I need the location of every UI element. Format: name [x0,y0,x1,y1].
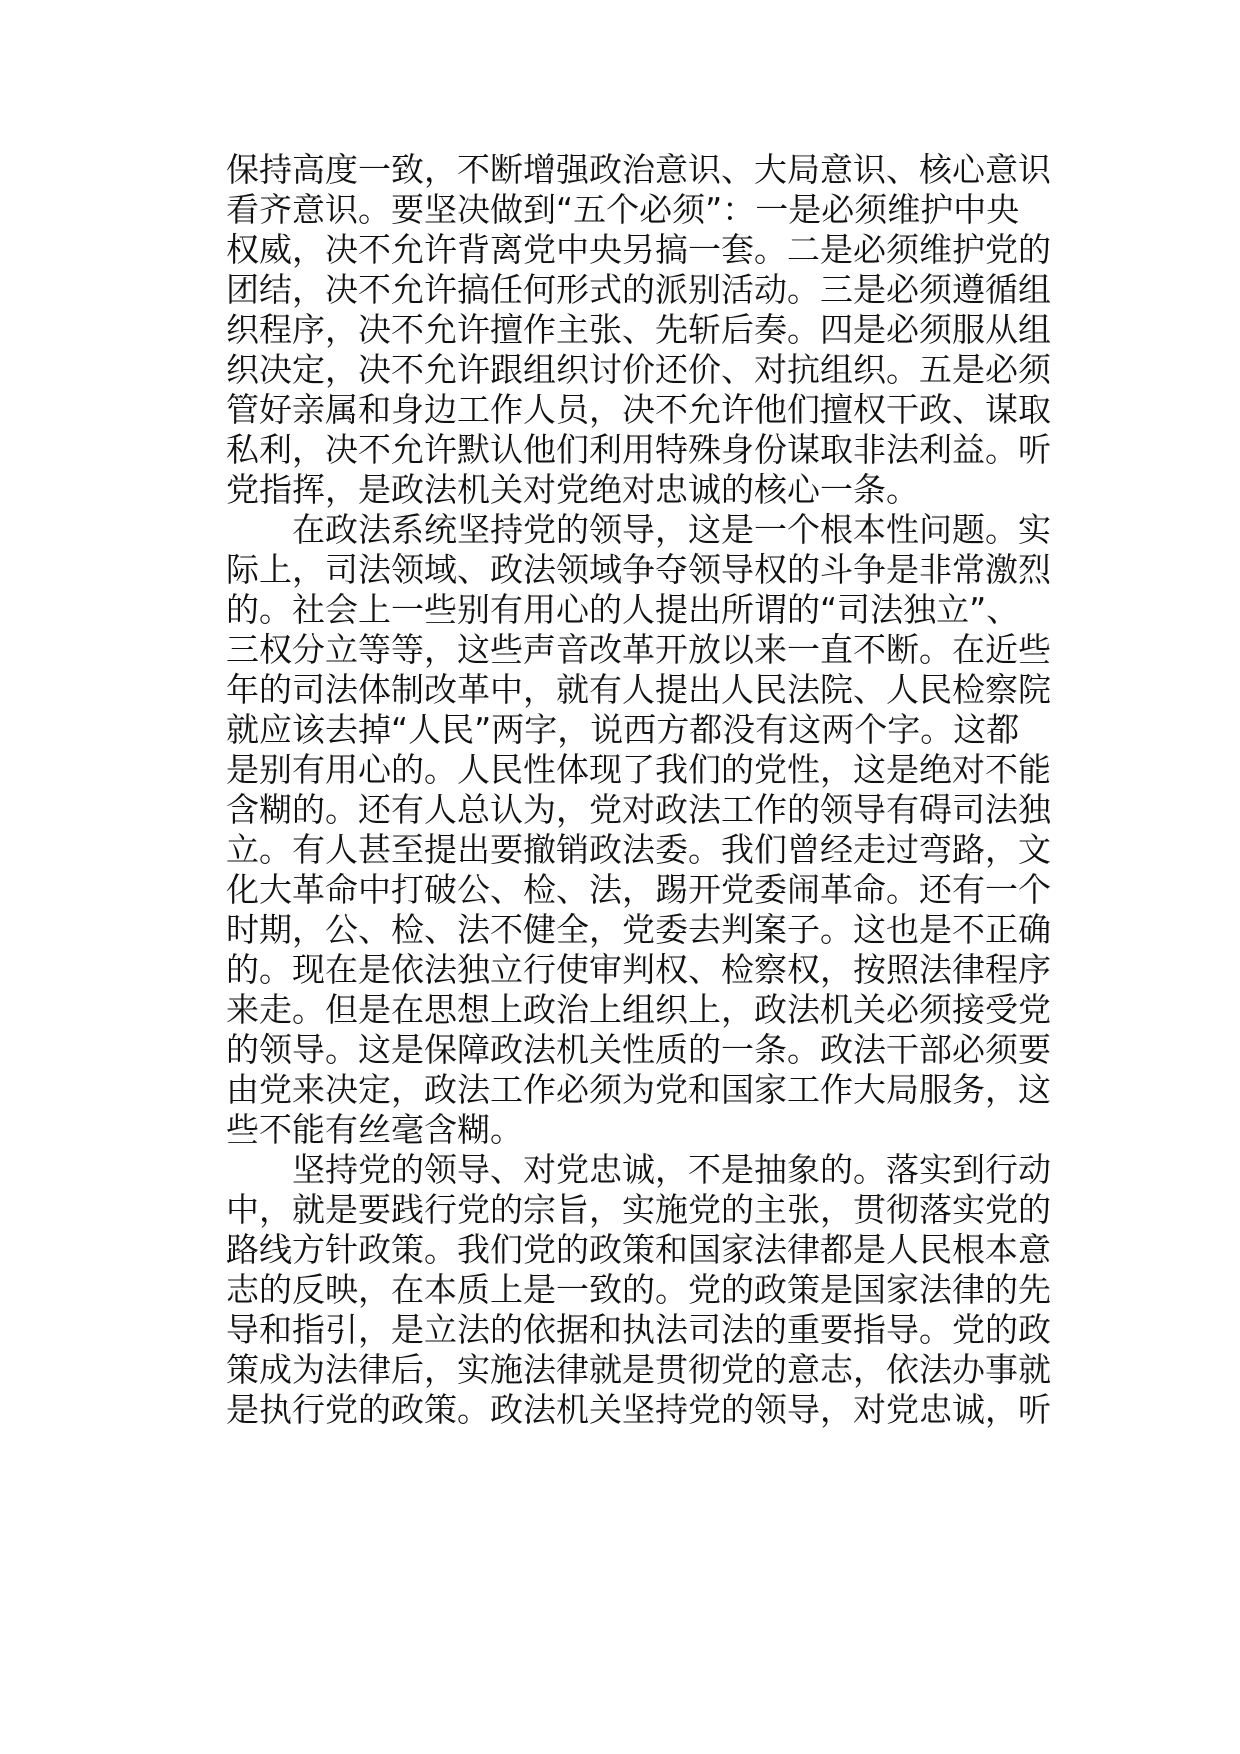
text-line: 坚持党的领导、对党忠诚，不是抽象的。落实到行动 [226,1150,1051,1189]
text-line: 的。现在是依法独立行使审判权、检察权，按照法律程序 [226,950,1051,989]
text-line: 织程序，决不允许擅作主张、先斩后奏。四是必须服从组 [226,310,1051,349]
text-line: 是执行党的政策。政法机关坚持党的领导，对党忠诚，听 [226,1390,1051,1429]
body-text [226,150,1096,1430]
text-line: 私利，决不允许默认他们利用特殊身份谋取非法利益。听 [226,430,1051,469]
text-line: 中，就是要践行党的宗旨，实施党的主张，贯彻落实党的 [226,1190,1051,1229]
text-line: 含糊的。还有人总认为，党对政法工作的领导有碍司法独 [226,790,1051,829]
text-line: 管好亲属和身边工作人员，决不允许他们擅权干政、谋取 [226,390,1051,429]
text-line: 党指挥，是政法机关对党绝对忠诚的核心一条。 [226,470,919,509]
text-line: 的领导。这是保障政法机关性质的一条。政法干部必须要 [226,1030,1051,1069]
text-line: 立。有人甚至提出要撤销政法委。我们曾经走过弯路，文 [226,830,1051,869]
text-line: 织决定，决不允许跟组织讨价还价、对抗组织。五是必须 [226,350,1051,389]
text-line: 路线方针政策。我们党的政策和国家法律都是人民根本意 [226,1230,1051,1269]
text-line: 来走。但是在思想上政治上组织上，政法机关必须接受党 [226,990,1051,1029]
text-line: 化大革命中打破公、检、法，踢开党委闹革命。还有一个 [226,870,1051,909]
text-line: 三权分立等等，这些声音改革开放以来一直不断。在近些 [226,630,1051,669]
text-line: 时期，公、检、法不健全，党委去判案子。这也是不正确 [226,910,1051,949]
text-line: 些不能有丝毫含糊。 [226,1110,523,1149]
text-line: 志的反映，在本质上是一致的。党的政策是国家法律的先 [226,1270,1051,1309]
text-line: 策成为法律后，实施法律就是贯彻党的意志，依法办事就 [226,1350,1051,1389]
text-line: 团结，决不允许搞任何形式的派别活动。三是必须遵循组 [226,270,1051,309]
text-line: 的。社会上一些别有用心的人提出所谓的“司法独立”、 [226,590,1020,629]
text-line: 年的司法体制改革中，就有人提出人民法院、人民检察院 [226,670,1051,709]
text-line: 看齐意识。要坚决做到“五个必须”：一是必须维护中央 [226,190,1020,229]
text-line: 权威，决不允许背离党中央另搞一套。二是必须维护党的 [226,230,1051,269]
text-line: 在政法系统坚持党的领导，这是一个根本性问题。实 [226,510,1051,549]
text-line: 导和指引，是立法的依据和执法司法的重要指导。党的政 [226,1310,1051,1349]
text-line: 是别有用心的。人民性体现了我们的党性，这是绝对不能 [226,750,1051,789]
text-line: 由党来决定，政法工作必须为党和国家工作大局服务，这 [226,1070,1051,1109]
text-line: 际上，司法领域、政法领域争夺领导权的斗争是非常激烈 [226,550,1051,589]
text-line: 就应该去掉“人民”两字，说西方都没有这两个字。这都 [226,710,1020,749]
text-line: 保持高度一致，不断增强政治意识、大局意识、核心意识 [226,150,1051,189]
